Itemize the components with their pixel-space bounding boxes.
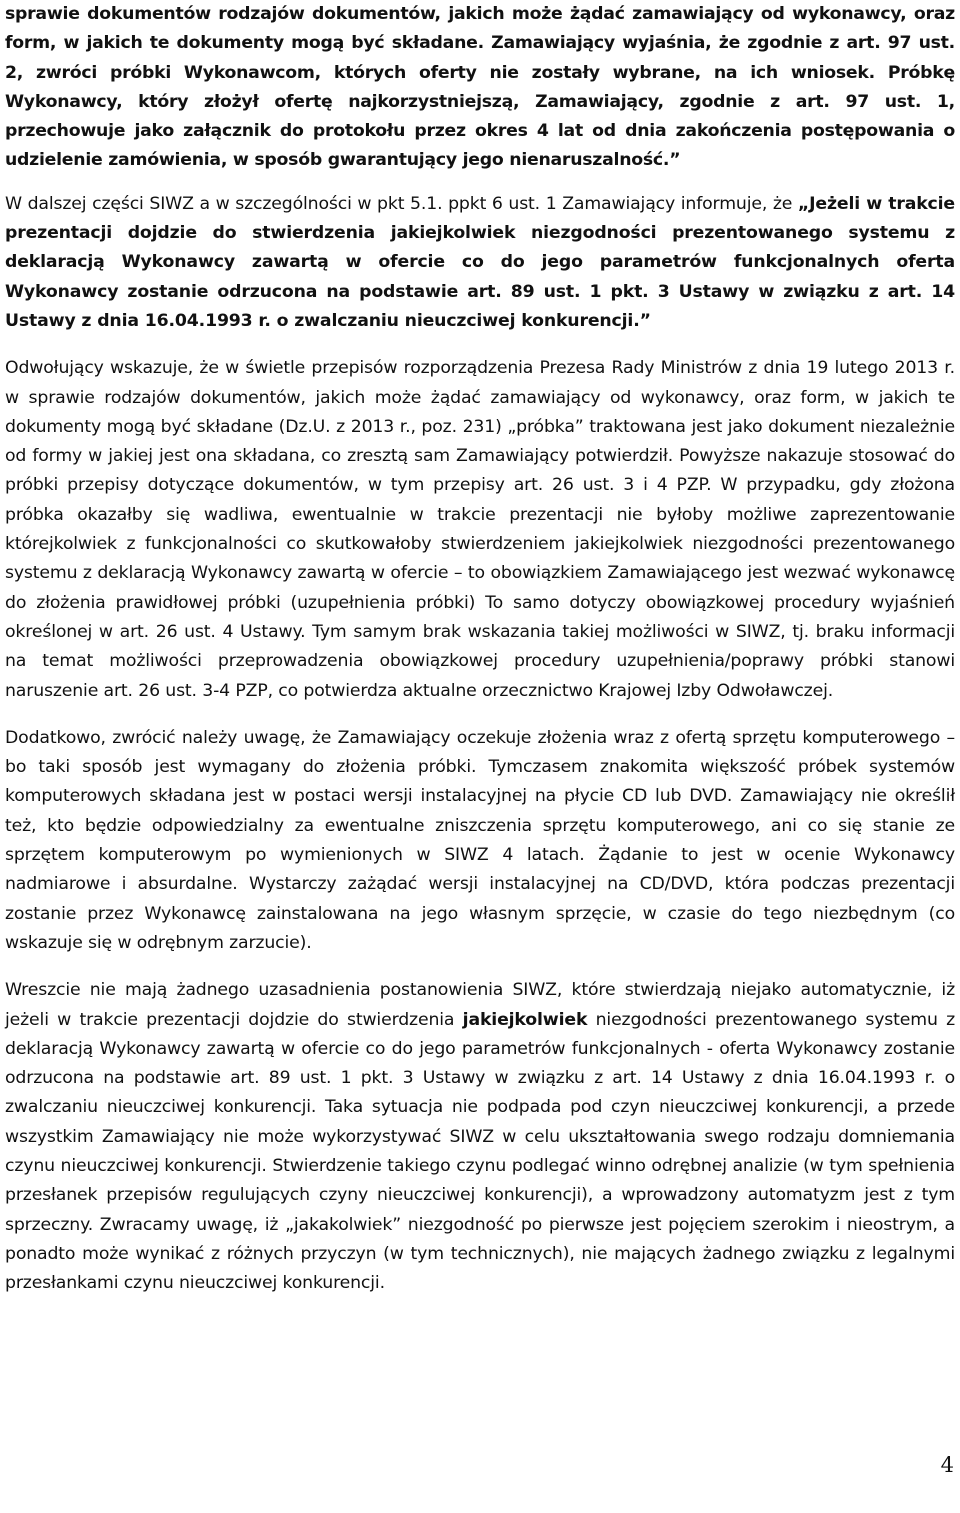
paragraph-text-after: niezgodności prezentowanego systemu z deklaracją Wykonawcy zawartą w ofercie co do jego parametrów funkcjonalnych - oferta Wykonawcy zostanie odrzucona na podstawie art. 89 ust. 1 pkt. 3 Ustawy w związku z art. 14 Ustawy z dnia 16.04.1993 r. o zwalczaniu nieuczciwej konkurencji. Taka sytuacja nie podpada pod czyn nieuczciwej konkurencji, a przede wszystkim Zamawiający nie może wykorzystywać SIWZ w celu ukształtowania swego rodzaju domniemania czynu nieuczciwej konkurencji. Stwierdzenie takiego czynu podlegać winno odrębnej analizie (w tym spełnienia przesłanek przepisów regulujących czyny nieuczciwej konkurencji), a wprowadzony automatyzm jest z tym sprzeczny. Zwracamy uwagę, iż „jakakolwiek” niezgodność po pierwsze jest pojęciem szerokim i nieostrym, a ponadto może wynikać z różnych przyczyn (w tym technicznych), nie mających żadnego związku z legalnymi przesłankami czynu nieuczciwej konkurencji. [5, 1009, 955, 1294]
paragraph-odwolujacy: Odwołujący wskazuje, że w świetle przepisów rozporządzenia Prezesa Rady Ministrów z dnia 19 lutego 2013 r. w sprawie rodzajów dokumentów, jakich może żądać zamawiający od wykonawcy, oraz form, w jakich te dokumenty mogą być składane (Dz.U. z 2013 r., poz. 231) „próbka” traktowana jest jako dokument niezależnie od formy w jakiej jest ona składana, co zresztą sam Zamawiający potwierdził. Powyższe nakazuje stosować do próbki przepisy dotyczące dokumentów, w tym przepisy art. 26 ust. 3 i 4 PZP. W przypadku, gdy złożona próbka okazałby się wadliwa, ewentualnie w trakcie prezentacji nie byłoby możliwe zaprezentowanie którejkolwiek z funkcjonalności co skutkowałoby stwierdzeniem jakiejkolwiek niezgodności prezentowanego systemu z deklaracją Wykonawcy zawartą w ofercie – to obowiązkiem Zamawiającego jest wezwać wykonawcę do złożenia prawidłowej próbki (uzupełnienia próbki) To samo dotyczy obowiązkowej procedury wyjaśnień określonej w art. 26 ust. 4 Ustawy. Tym samym brak wskazania takiej możliwości w SIWZ, tj. braku informacji na temat możliwości przeprowadzenia obowiązkowej procedury uzupełnienia/poprawy próbki stanowi naruszenie art. 26 ust. 3-4 PZP, co potwierdza aktualne orzecznictwo Krajowej Izby Odwoławczej. [5, 358, 955, 701]
paragraph-spacer [5, 958, 955, 976]
paragraph-siwz-reference [5, 190, 955, 336]
paragraph-intro-text: W dalszej części SIWZ a w szczególności w pkt 5.1. ppkt 6 ust. 1 Zamawiający informuje, że [5, 193, 798, 214]
paragraph-dodatkowo: Dodatkowo, zwrócić należy uwagę, że Zamawiający oczekuje złożenia wraz z ofertą sprzętu komputerowego – bo taki sposób jest wymagany do złożenia próbki. Tymczasem znakomita większość próbek systemów komputerowych składana jest w postaci wersji instalacyjnej na płycie CD lub DVD. Zamawiający nie określił też, kto będzie odpowiedzialny za ewentualne zniszczenia sprzętu komputerowego, ani co się stanie ze sprzętem komputerowym po wymienionych w SIWZ 4 latach. Żądanie to jest w ocenie Wykonawcy nadmiarowe i absurdalne. Wystarczy zażądać wersji instalacyjnej na CD/DVD, która podczas prezentacji zostanie przez Wykonawcę zainstalowana na jego własnym sprzęcie, w czasie do tego niezbędnym (co wskazuje się w odrębnym zarzucie). [5, 727, 955, 953]
paragraph-wreszcie [5, 976, 955, 1298]
paragraph-text-before: Wreszcie nie mają żadnego uzasadnienia postanowienia SIWZ, które stwierdzają niejako automatycznie, iż jeżeli w trakcie prezentacji dojdzie do stwierdzenia [5, 980, 955, 1030]
paragraph-spacer [5, 706, 955, 724]
document-body [5, 0, 955, 1298]
paragraph-siwz-quote: sprawie dokumentów rodzajów dokumentów, jakich może żądać zamawiający od wykonawcy, oraz form, w jakich te dokumenty mogą być składane. Zamawiający wyjaśnia, że zgodnie z art. 97 ust. 2, zwróci próbki Wykonawcom, których oferty nie zostały wybrane, na ich wniosek. Próbkę Wykonawcy, który złożył ofertę najkorzystniejszą, Zamawiający, zgodnie z art. 97 ust. 1, przechowuje jako załącznik do protokołu przez okres 4 lat od dnia zakończenia postępowania o udzielenie zamówienia, w sposób gwarantujący jego nienaruszalność.” [5, 4, 955, 171]
paragraph-spacer [5, 176, 955, 190]
paragraph-spacer [5, 336, 955, 354]
page-number: 4 [940, 1453, 954, 1477]
emphasized-word: jakiejkolwiek [462, 1009, 588, 1030]
quoted-provision-text: „Jeżeli w trakcie prezentacji dojdzie do stwierdzenia jakiejkolwiek niezgodności prezentowanego systemu z deklaracją Wykonawcy zawartą w ofercie co do jego parametrów funkcjonalnych oferta Wykonawcy zostanie odrzucona na podstawie art. 89 ust. 1 pkt. 3 Ustawy w związku z art. 14 Ustawy z dnia 16.04.1993 r. o zwalczaniu nieuczciwej konkurencji.” [5, 193, 955, 331]
